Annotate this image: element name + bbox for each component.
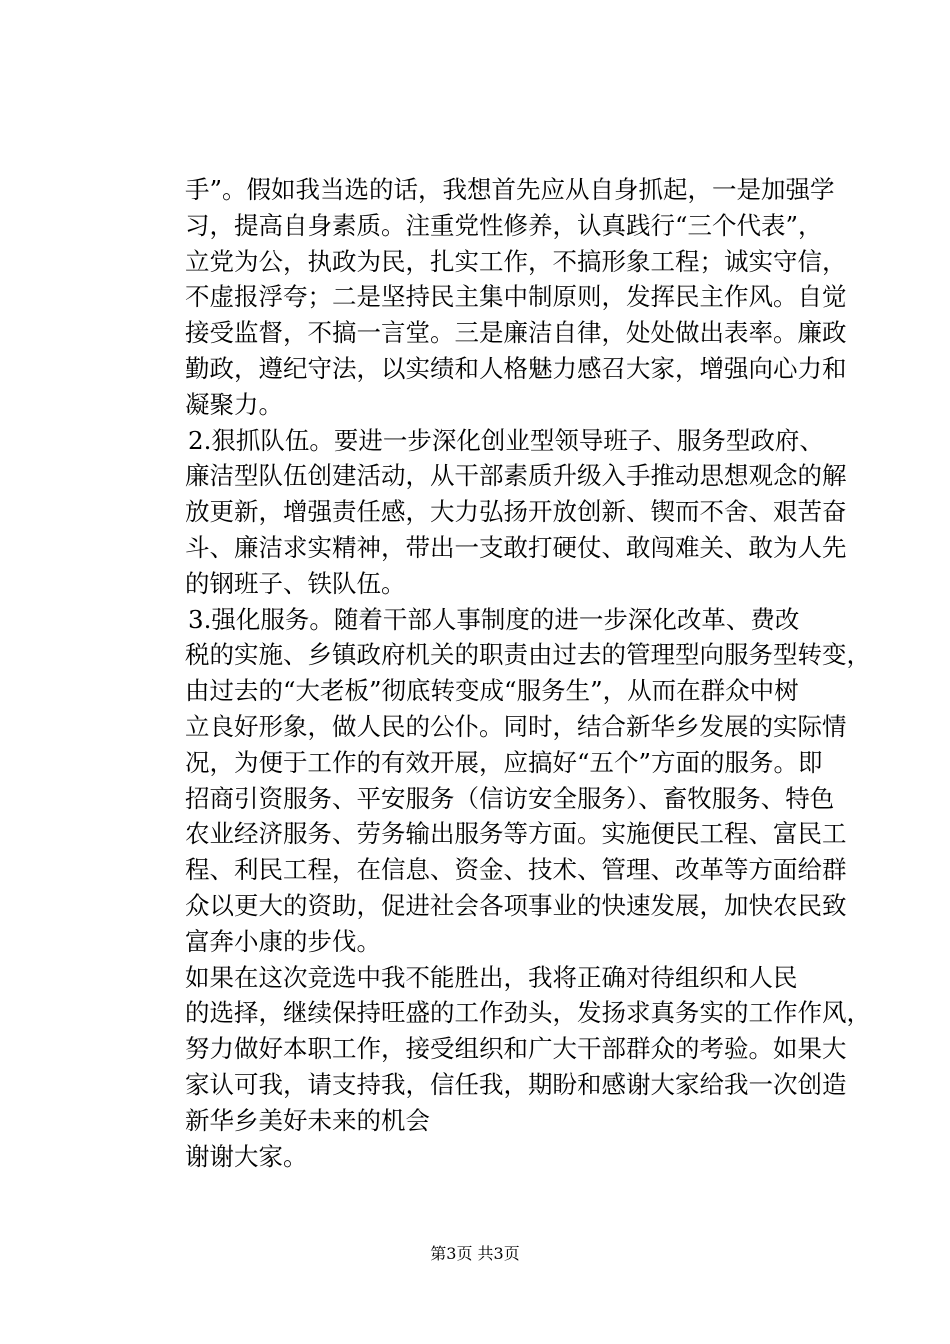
text-line: 税的实施、乡镇政府机关的职责由过去的管理型向服务型转变， — [185, 640, 871, 670]
text-line: 富奔小康的步伐。 — [185, 926, 381, 956]
body-text — [185, 172, 875, 1174]
text-line: 众以更大的资助，促进社会各项事业的快速发展，加快农民致 — [185, 890, 847, 920]
text-line: 农业经济服务、劳务输出服务等方面。实施便民工程、富民工 — [185, 819, 847, 849]
text-line: 的选择，继续保持旺盛的工作劲头，发扬求真务实的工作作风， — [185, 998, 871, 1028]
text-line: 习，提高自身素质。注重党性修养，认真践行“三个代表”， — [185, 210, 823, 240]
section-heading-line: 3.强化服务。随着干部人事制度的进一步深化改革、费改 — [188, 604, 800, 634]
text-line: 放更新，增强责任感，大力弘扬开放创新、锲而不舍、艰苦奋 — [185, 497, 847, 527]
text-line: 勤政，遵纪守法，以实绩和人格魅力感召大家，增强向心力和 — [185, 353, 847, 383]
text-line: 不虚报浮夸；二是坚持民主集中制原则，发挥民主作风。自觉 — [185, 282, 847, 312]
text-line: 立良好形象，做人民的公仆。同时，结合新华乡发展的实际情 — [185, 711, 847, 741]
text-line: 招商引资服务、平安服务（信访安全服务）、畜牧服务、特色 — [185, 783, 835, 813]
text-line: 况，为便于工作的有效开展，应搞好“五个”方面的服务。即 — [185, 747, 823, 777]
text-line: 手”。假如我当选的话，我想首先应从自身抓起，一是加强学 — [185, 175, 835, 204]
page-number-label: 第3页 共3页 — [430, 1244, 520, 1263]
paragraph-start-line: 如果在这次竞选中我不能胜出，我将正确对待组织和人民 — [185, 962, 798, 992]
text-line: 家认可我，请支持我，信任我，期盼和感谢大家给我一次创造 — [185, 1069, 847, 1099]
text-line: 立党为公，执政为民，扎实工作，不搞形象工程；诚实守信， — [185, 246, 847, 276]
text-line: 新华乡美好未来的机会 — [185, 1105, 430, 1135]
text-line: 斗、廉洁求实精神，带出一支敢打硬仗、敢闯难关、敢为人先 — [185, 532, 847, 562]
text-line: 接受监督，不搞一言堂。三是廉洁自律，处处做出表率。廉政 — [185, 318, 847, 348]
text-line: 程、利民工程，在信息、资金、技术、管理、改革等方面给群 — [185, 855, 847, 885]
text-line: 由过去的“大老板”彻底转变成“服务生”，从而在群众中树 — [185, 676, 799, 706]
section-heading-line: 2.狠抓队伍。要进一步深化创业型领导班子、服务型政府、 — [188, 425, 824, 455]
page-footer — [0, 1244, 950, 1264]
text-line: 努力做好本职工作，接受组织和广大干部群众的考验。如果大 — [185, 1034, 847, 1064]
closing-line: 谢谢大家。 — [185, 1141, 308, 1171]
text-line: 凝聚力。 — [185, 389, 283, 419]
text-line: 廉洁型队伍创建活动，从干部素质升级入手推动思想观念的解 — [185, 461, 847, 491]
text-line: 的钢班子、铁队伍。 — [185, 568, 406, 598]
